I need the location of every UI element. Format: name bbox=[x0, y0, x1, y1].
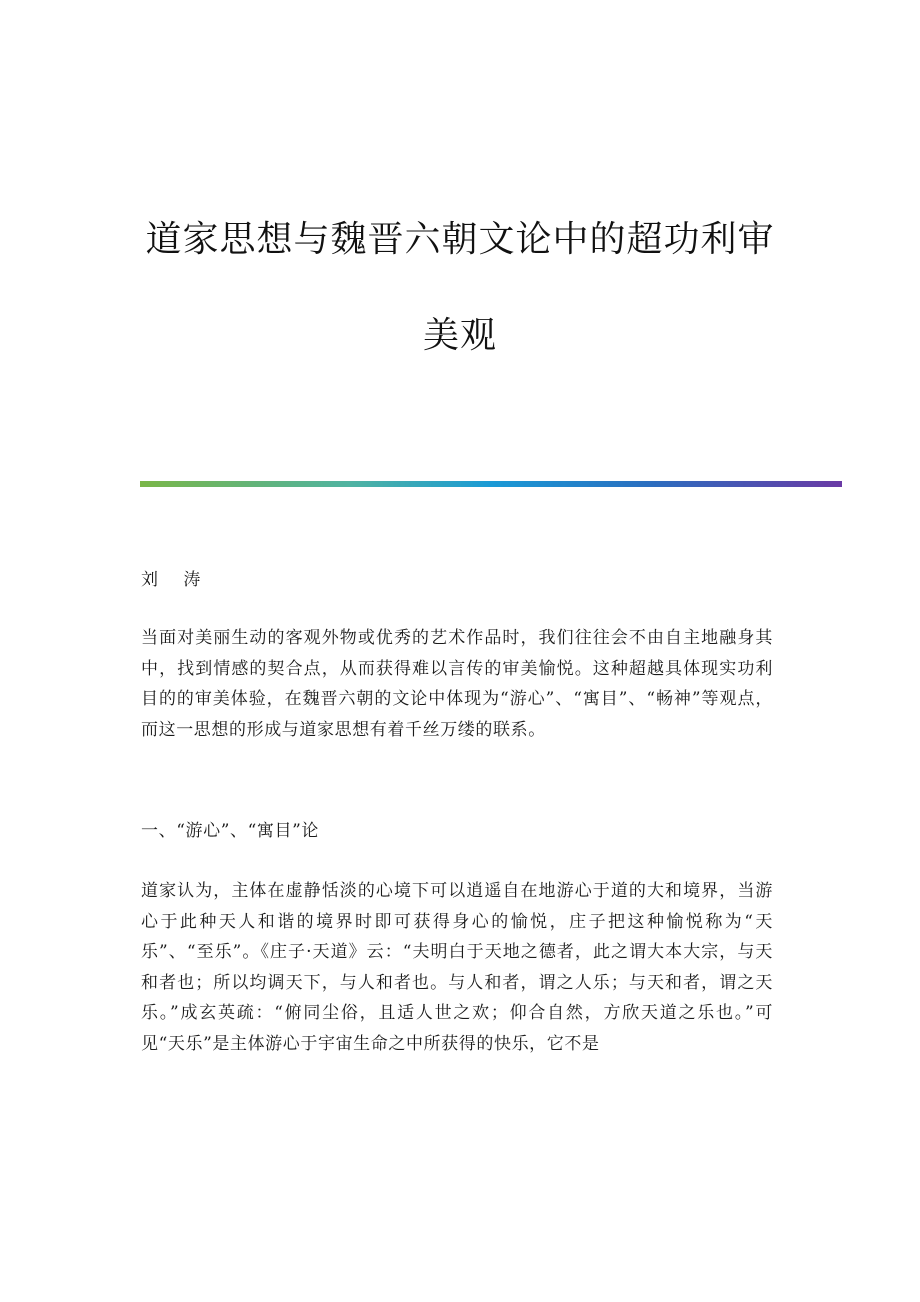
author-name: 刘 涛 bbox=[141, 570, 211, 590]
document-title-line-1: 道家思想与魏晋六朝文论中的超功利审 bbox=[145, 219, 775, 260]
document-title-line-2: 美观 bbox=[422, 315, 497, 356]
section-heading: 一、“游心”、“寓目”论 bbox=[141, 821, 319, 841]
body-paragraph-1: 当面对美丽生动的客观外物或优秀的艺术作品时，我们往往会不由自主地融身其中，找到情感的契合点，从而获得难以言传的审美愉悦。这种超越具体现实功利目的的审美体验，在魏晋六朝的文论中体现为“游心”、“寓目”、“畅神”等观点，而这一思想的形成与道家思想有着千丝万缕的联系。 bbox=[141, 628, 773, 740]
body-paragraph-2: 道家认为，主体在虚静恬淡的心境下可以逍遥自在地游心于道的大和境界，当游心于此种天人和谐的境界时即可获得身心的愉悦，庄子把这种愉悦称为“天乐”、“至乐”。《庄子·天道》云：“夫明白于天地之德者，此之谓大本大宗，与天和者也；所以均调天下，与人和者也。与人和者，谓之人乐；与天和者，谓之天乐。”成玄英疏：“俯同尘俗，且适人世之欢；仰合自然，方欣天道之乐也。”可见“天乐”是主体游心于宇宙生命之中所获得的快乐，它不是 bbox=[141, 881, 773, 1054]
title-divider-rule bbox=[140, 481, 842, 487]
